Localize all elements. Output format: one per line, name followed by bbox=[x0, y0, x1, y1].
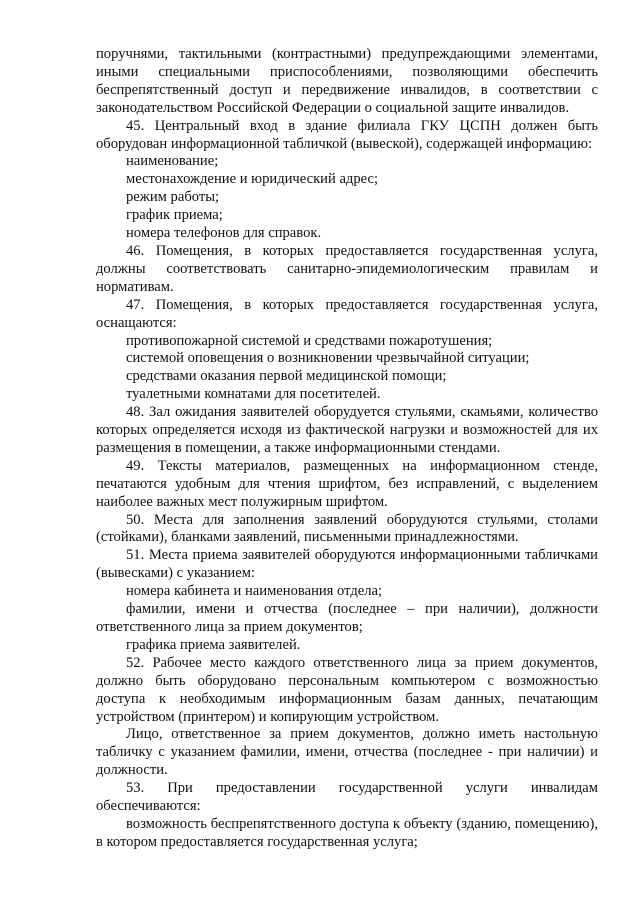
paragraph-50: 50. Места для заполнения заявлений оборудуются стульями, столами (стойками), бланками заявлений, письменными принадлежностями. bbox=[96, 511, 598, 546]
paragraph-53: 53. При предоставлении государственной услуги инвалидам обеспечиваются: bbox=[96, 780, 598, 815]
paragraph-51: 51. Места приема заявителей оборудуются информационными табличками (вывесками) с указанием: bbox=[96, 547, 598, 582]
paragraph-45: 45. Центральный вход в здание филиала ГКУ ЦСПН должен быть оборудован информационной табличкой (вывеской), содержащей информацию: bbox=[96, 117, 598, 152]
list-item: местонахождение и юридический адрес; bbox=[126, 171, 379, 188]
paragraph-responsible-person: Лицо, ответственное за прием документов, должно иметь настольную табличку с указанием фамилии, имени, отчества (последнее - при наличии) и должности. bbox=[96, 726, 598, 779]
list-item: системой оповещения о возникновении чрезвычайной ситуации; bbox=[126, 350, 530, 367]
paragraph-52: 52. Рабочее место каждого ответственного лица за прием документов, должно быть оборудовано персональным компьютером с возможностью доступа к необходимым информационным базам данных, печатающим устройством (принтером) и копирующим устройством. bbox=[96, 654, 598, 725]
paragraph-46: 46. Помещения, в которых предоставляется государственная услуга, должны соответствовать санитарно-эпидемиологическим правилам и нормативам. bbox=[96, 242, 598, 295]
paragraph-48: 48. Зал ожидания заявителей оборудуется стульями, скамьями, количество которых определяется исходя из фактической нагрузки и возможностей для их размещения в помещении, а также информационными стендами. bbox=[96, 404, 598, 456]
list-item: средствами оказания первой медицинской помощи; bbox=[126, 368, 447, 385]
list-item: номера кабинета и наименования отдела; bbox=[126, 583, 383, 600]
paragraph-accessibility: возможность беспрепятственного доступа к объекту (зданию, помещению), в котором предоставляется государственная услуга; bbox=[96, 815, 598, 850]
list-item: противопожарной системой и средствами пожаротушения; bbox=[126, 332, 493, 349]
list-item: режим работы; bbox=[126, 189, 220, 206]
list-item-wrapped: фамилии, имени и отчества (последнее – при наличии), должности ответственного лица за прием документов; bbox=[96, 601, 598, 635]
list-item: наименование; bbox=[126, 153, 219, 170]
paragraph-49: 49. Тексты материалов, размещенных на информационном стенде, печатаются удобным для чтения шрифтом, без исправлений, с выделением наиболее важных мест полужирным шрифтом. bbox=[96, 457, 598, 510]
list-item: график приема; bbox=[126, 207, 223, 224]
list-item: туалетными комнатами для посетителей. bbox=[126, 386, 381, 403]
list-item: графика приема заявителей. bbox=[126, 636, 301, 653]
paragraph-47: 47. Помещения, в которых предоставляется государственная услуга, оснащаются: bbox=[96, 296, 598, 331]
paragraph-continuation: поручнями, тактильными (контрастными) предупреждающими элементами, иными специальными приспособлениями, позволяющими обеспечить беспрепятственный доступ и передвижение инвалидов, в соответствии с законодательством Российской Федерации о социальной защите инвалидов. bbox=[96, 46, 598, 116]
list-item: номера телефонов для справок. bbox=[126, 225, 322, 242]
